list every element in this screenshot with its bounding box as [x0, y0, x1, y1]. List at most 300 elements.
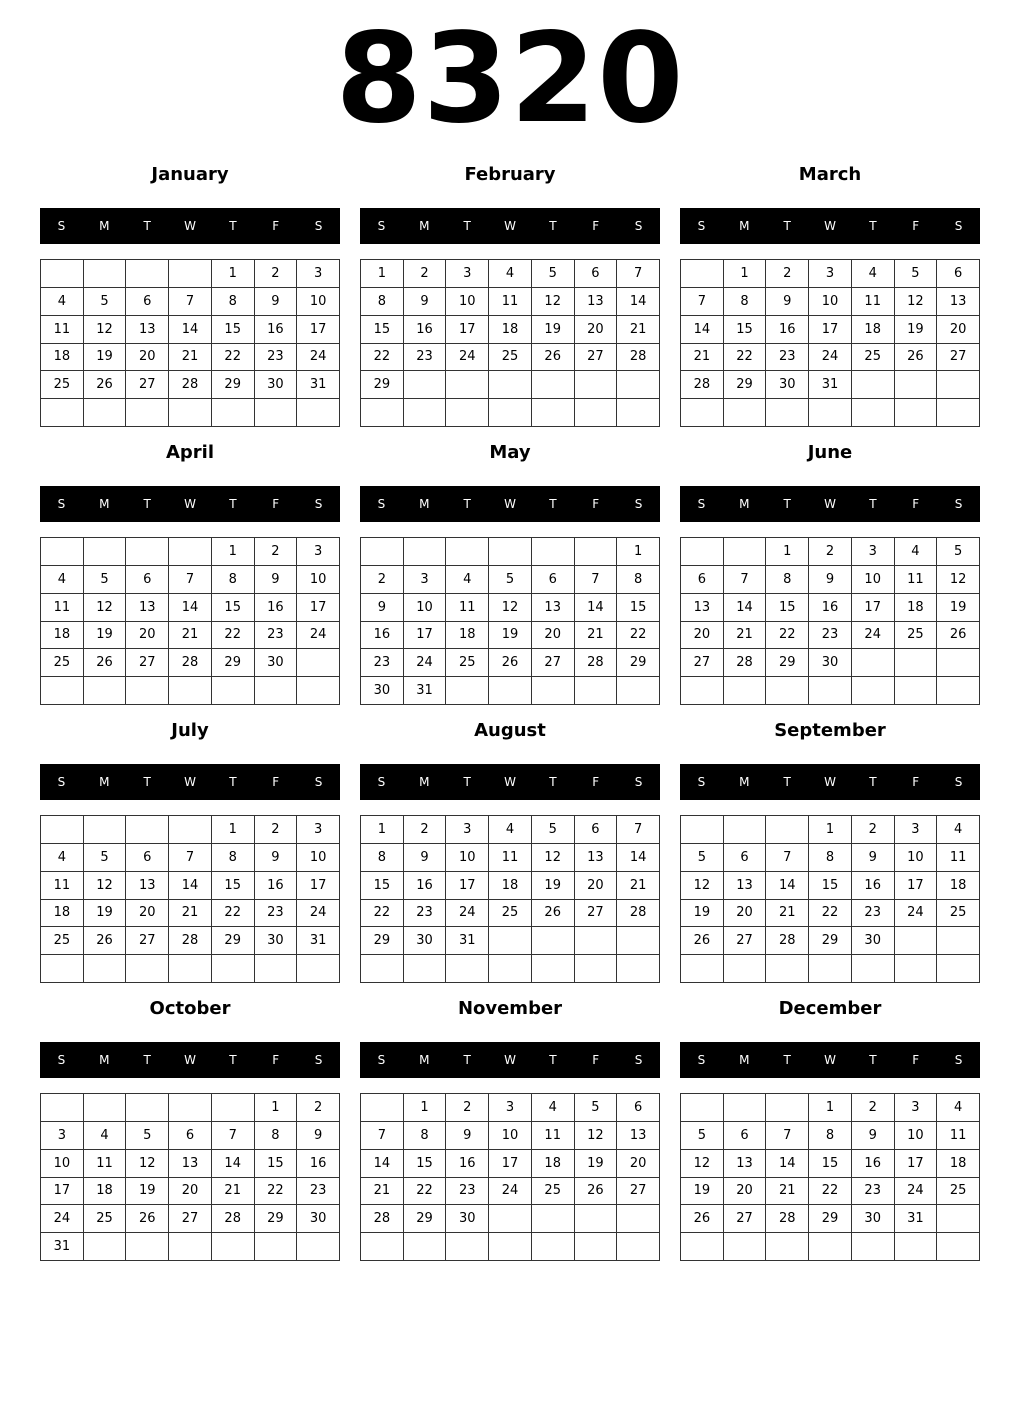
- empty-cell: [126, 1233, 169, 1261]
- empty-cell: [404, 1233, 447, 1261]
- day-cell: 1: [809, 1094, 852, 1122]
- empty-cell: [361, 1094, 404, 1122]
- empty-cell: [169, 816, 212, 844]
- empty-cell: [852, 955, 895, 983]
- empty-cell: [84, 260, 127, 288]
- empty-cell: [895, 371, 938, 399]
- day-cell: 7: [169, 566, 212, 594]
- day-cell: 9: [255, 566, 298, 594]
- weekday-label: M: [419, 497, 430, 511]
- weekday-label: M: [419, 219, 430, 233]
- day-cell: 9: [255, 288, 298, 316]
- empty-cell: [446, 955, 489, 983]
- empty-cell: [724, 816, 767, 844]
- day-cell: 21: [766, 900, 809, 928]
- day-cell: 6: [575, 816, 618, 844]
- day-cell: 9: [852, 1122, 895, 1150]
- month-name: May: [489, 442, 531, 463]
- day-cell: 4: [852, 260, 895, 288]
- weekday-label: S: [954, 1053, 963, 1067]
- day-cell: 28: [212, 1205, 255, 1233]
- day-cell: 19: [937, 594, 980, 622]
- day-cell: 18: [937, 872, 980, 900]
- day-cell: 29: [212, 649, 255, 677]
- weekday-header: [680, 764, 980, 800]
- day-cell: 5: [532, 816, 575, 844]
- day-cell: 7: [169, 288, 212, 316]
- day-cell: 11: [532, 1122, 575, 1150]
- weekday-label: W: [184, 775, 196, 789]
- day-cell: 1: [255, 1094, 298, 1122]
- weekday-label: T: [549, 775, 557, 789]
- weekday-label: S: [634, 497, 643, 511]
- day-cell: 3: [297, 538, 340, 566]
- month-name: November: [457, 998, 563, 1019]
- empty-cell: [852, 399, 895, 427]
- day-cell: 16: [255, 594, 298, 622]
- day-cell: 12: [681, 1150, 724, 1178]
- day-cell: 22: [212, 622, 255, 650]
- day-cell: 26: [84, 927, 127, 955]
- day-cell: 30: [852, 927, 895, 955]
- day-cell: 23: [255, 622, 298, 650]
- empty-cell: [724, 1094, 767, 1122]
- day-cell: 28: [169, 371, 212, 399]
- day-cell: 12: [937, 566, 980, 594]
- weekday-label: S: [697, 497, 706, 511]
- empty-cell: [937, 649, 980, 677]
- day-cell: 6: [681, 566, 724, 594]
- month-name: August: [474, 720, 546, 741]
- empty-cell: [489, 399, 532, 427]
- day-cell: 14: [212, 1150, 255, 1178]
- day-cell: 16: [297, 1150, 340, 1178]
- empty-cell: [169, 399, 212, 427]
- day-grid: [680, 537, 980, 705]
- day-cell: 7: [766, 1122, 809, 1150]
- day-cell: 29: [766, 649, 809, 677]
- empty-cell: [489, 1205, 532, 1233]
- weekday-label: F: [592, 775, 600, 789]
- empty-cell: [489, 538, 532, 566]
- day-cell: 11: [895, 566, 938, 594]
- day-cell: 8: [361, 288, 404, 316]
- empty-cell: [404, 955, 447, 983]
- day-cell: 13: [575, 844, 618, 872]
- month-name: June: [807, 442, 853, 463]
- day-cell: 14: [361, 1150, 404, 1178]
- empty-cell: [617, 955, 660, 983]
- weekday-label: T: [143, 775, 151, 789]
- day-cell: 7: [212, 1122, 255, 1150]
- day-cell: 14: [575, 594, 618, 622]
- empty-cell: [297, 399, 340, 427]
- day-cell: 27: [724, 1205, 767, 1233]
- weekday-label: F: [912, 219, 920, 233]
- day-cell: 15: [212, 316, 255, 344]
- day-cell: 14: [169, 316, 212, 344]
- day-cell: 13: [532, 594, 575, 622]
- day-cell: 1: [404, 1094, 447, 1122]
- day-cell: 20: [724, 900, 767, 928]
- day-cell: 11: [852, 288, 895, 316]
- weekday-label: W: [504, 219, 516, 233]
- day-cell: 23: [404, 900, 447, 928]
- day-cell: 9: [852, 844, 895, 872]
- day-cell: 25: [895, 622, 938, 650]
- weekday-label: W: [184, 497, 196, 511]
- empty-cell: [41, 1094, 84, 1122]
- day-cell: 29: [361, 927, 404, 955]
- day-cell: 29: [724, 371, 767, 399]
- day-cell: 9: [297, 1122, 340, 1150]
- day-cell: 7: [724, 566, 767, 594]
- day-cell: 23: [446, 1178, 489, 1206]
- day-cell: 15: [617, 594, 660, 622]
- empty-cell: [724, 955, 767, 983]
- weekday-header: [40, 486, 340, 522]
- day-cell: 1: [212, 538, 255, 566]
- day-cell: 2: [852, 816, 895, 844]
- day-cell: 6: [617, 1094, 660, 1122]
- day-cell: 26: [489, 649, 532, 677]
- day-cell: 6: [724, 1122, 767, 1150]
- weekday-label: S: [697, 1053, 706, 1067]
- day-cell: 20: [126, 622, 169, 650]
- empty-cell: [489, 371, 532, 399]
- day-cell: 3: [852, 538, 895, 566]
- weekday-label: T: [229, 775, 237, 789]
- day-cell: 14: [617, 844, 660, 872]
- day-cell: 2: [766, 260, 809, 288]
- day-cell: 5: [575, 1094, 618, 1122]
- day-cell: 17: [297, 594, 340, 622]
- day-cell: 10: [446, 288, 489, 316]
- empty-cell: [169, 955, 212, 983]
- day-cell: 17: [41, 1178, 84, 1206]
- weekday-label: T: [143, 219, 151, 233]
- day-cell: 4: [84, 1122, 127, 1150]
- day-cell: 10: [41, 1150, 84, 1178]
- day-cell: 24: [809, 344, 852, 372]
- weekday-label: W: [504, 497, 516, 511]
- day-cell: 19: [489, 622, 532, 650]
- weekday-header: [40, 764, 340, 800]
- day-cell: 30: [852, 1205, 895, 1233]
- weekday-label: S: [314, 1053, 323, 1067]
- empty-cell: [84, 1233, 127, 1261]
- month-name: March: [798, 164, 862, 185]
- day-cell: 16: [852, 1150, 895, 1178]
- day-cell: 20: [575, 872, 618, 900]
- day-cell: 1: [212, 260, 255, 288]
- empty-cell: [852, 371, 895, 399]
- day-cell: 3: [297, 260, 340, 288]
- empty-cell: [446, 677, 489, 705]
- weekday-header: [680, 486, 980, 522]
- day-cell: 22: [212, 344, 255, 372]
- empty-cell: [255, 399, 298, 427]
- day-cell: 19: [575, 1150, 618, 1178]
- day-cell: 2: [404, 260, 447, 288]
- weekday-label: S: [954, 497, 963, 511]
- empty-cell: [489, 927, 532, 955]
- day-cell: 18: [41, 622, 84, 650]
- day-cell: 18: [937, 1150, 980, 1178]
- empty-cell: [404, 399, 447, 427]
- weekday-label: S: [314, 219, 323, 233]
- day-cell: 3: [446, 816, 489, 844]
- day-cell: 20: [724, 1178, 767, 1206]
- day-cell: 20: [575, 316, 618, 344]
- empty-cell: [446, 1233, 489, 1261]
- empty-cell: [681, 1233, 724, 1261]
- weekday-label: W: [824, 1053, 836, 1067]
- day-cell: 15: [212, 594, 255, 622]
- day-cell: 24: [41, 1205, 84, 1233]
- day-cell: 19: [126, 1178, 169, 1206]
- day-cell: 4: [937, 816, 980, 844]
- weekday-label: W: [824, 775, 836, 789]
- weekday-label: W: [504, 775, 516, 789]
- day-cell: 13: [937, 288, 980, 316]
- day-cell: 3: [446, 260, 489, 288]
- day-grid: [360, 259, 660, 427]
- empty-cell: [724, 677, 767, 705]
- day-cell: 1: [361, 260, 404, 288]
- day-cell: 25: [937, 900, 980, 928]
- day-cell: 13: [617, 1122, 660, 1150]
- empty-cell: [169, 1094, 212, 1122]
- weekday-header: [40, 208, 340, 244]
- day-cell: 16: [852, 872, 895, 900]
- weekday-label: T: [869, 219, 877, 233]
- day-cell: 4: [937, 1094, 980, 1122]
- day-cell: 3: [41, 1122, 84, 1150]
- day-cell: 8: [255, 1122, 298, 1150]
- weekday-label: W: [184, 219, 196, 233]
- day-cell: 26: [84, 649, 127, 677]
- empty-cell: [895, 927, 938, 955]
- day-grid: [360, 537, 660, 705]
- day-cell: 30: [255, 927, 298, 955]
- day-cell: 23: [255, 900, 298, 928]
- empty-cell: [617, 1205, 660, 1233]
- empty-cell: [617, 1233, 660, 1261]
- day-cell: 5: [937, 538, 980, 566]
- weekday-label: F: [272, 497, 280, 511]
- day-cell: 12: [895, 288, 938, 316]
- day-cell: 24: [895, 1178, 938, 1206]
- empty-cell: [41, 538, 84, 566]
- day-cell: 10: [852, 566, 895, 594]
- day-cell: 18: [41, 900, 84, 928]
- day-cell: 27: [575, 900, 618, 928]
- day-cell: 14: [766, 1150, 809, 1178]
- day-cell: 26: [895, 344, 938, 372]
- empty-cell: [212, 1233, 255, 1261]
- empty-cell: [126, 538, 169, 566]
- day-cell: 28: [575, 649, 618, 677]
- day-cell: 29: [212, 927, 255, 955]
- empty-cell: [937, 677, 980, 705]
- day-cell: 9: [446, 1122, 489, 1150]
- empty-cell: [126, 955, 169, 983]
- empty-cell: [446, 538, 489, 566]
- day-cell: 14: [724, 594, 767, 622]
- empty-cell: [41, 399, 84, 427]
- day-cell: 11: [489, 844, 532, 872]
- day-cell: 30: [809, 649, 852, 677]
- day-cell: 1: [617, 538, 660, 566]
- weekday-label: F: [272, 1053, 280, 1067]
- day-cell: 28: [724, 649, 767, 677]
- day-cell: 24: [297, 622, 340, 650]
- empty-cell: [852, 677, 895, 705]
- day-cell: 16: [809, 594, 852, 622]
- day-cell: 2: [361, 566, 404, 594]
- day-cell: 15: [361, 316, 404, 344]
- day-cell: 25: [532, 1178, 575, 1206]
- day-cell: 5: [681, 844, 724, 872]
- day-cell: 13: [126, 316, 169, 344]
- day-cell: 12: [84, 594, 127, 622]
- day-cell: 2: [255, 816, 298, 844]
- empty-cell: [575, 371, 618, 399]
- weekday-label: T: [463, 219, 471, 233]
- empty-cell: [617, 927, 660, 955]
- weekday-label: M: [99, 775, 110, 789]
- day-cell: 10: [489, 1122, 532, 1150]
- weekday-label: W: [824, 219, 836, 233]
- day-cell: 6: [126, 844, 169, 872]
- day-cell: 12: [489, 594, 532, 622]
- empty-cell: [297, 1233, 340, 1261]
- day-cell: 8: [724, 288, 767, 316]
- empty-cell: [681, 677, 724, 705]
- day-cell: 21: [766, 1178, 809, 1206]
- day-cell: 25: [852, 344, 895, 372]
- day-cell: 8: [361, 844, 404, 872]
- weekday-label: T: [549, 1053, 557, 1067]
- empty-cell: [41, 955, 84, 983]
- day-cell: 23: [404, 344, 447, 372]
- day-cell: 10: [446, 844, 489, 872]
- day-cell: 5: [532, 260, 575, 288]
- day-cell: 24: [297, 900, 340, 928]
- day-cell: 23: [809, 622, 852, 650]
- day-cell: 20: [126, 344, 169, 372]
- empty-cell: [126, 399, 169, 427]
- day-cell: 16: [255, 316, 298, 344]
- empty-cell: [575, 538, 618, 566]
- day-cell: 24: [489, 1178, 532, 1206]
- empty-cell: [766, 816, 809, 844]
- day-cell: 23: [361, 649, 404, 677]
- empty-cell: [297, 955, 340, 983]
- day-cell: 17: [446, 872, 489, 900]
- day-cell: 18: [84, 1178, 127, 1206]
- day-cell: 1: [724, 260, 767, 288]
- day-cell: 31: [446, 927, 489, 955]
- day-grid: [680, 259, 980, 427]
- day-cell: 17: [297, 316, 340, 344]
- day-cell: 29: [617, 649, 660, 677]
- empty-cell: [575, 399, 618, 427]
- day-cell: 17: [297, 872, 340, 900]
- day-cell: 12: [575, 1122, 618, 1150]
- weekday-label: F: [592, 1053, 600, 1067]
- empty-cell: [681, 1094, 724, 1122]
- empty-cell: [361, 538, 404, 566]
- empty-cell: [895, 955, 938, 983]
- day-cell: 28: [361, 1205, 404, 1233]
- weekday-header: [680, 1042, 980, 1078]
- empty-cell: [724, 538, 767, 566]
- empty-cell: [895, 649, 938, 677]
- day-cell: 12: [126, 1150, 169, 1178]
- day-cell: 24: [297, 344, 340, 372]
- day-cell: 29: [809, 1205, 852, 1233]
- day-cell: 1: [766, 538, 809, 566]
- day-cell: 25: [489, 900, 532, 928]
- day-cell: 22: [255, 1178, 298, 1206]
- empty-cell: [532, 955, 575, 983]
- day-cell: 13: [681, 594, 724, 622]
- empty-cell: [532, 927, 575, 955]
- empty-cell: [41, 677, 84, 705]
- empty-cell: [937, 371, 980, 399]
- day-cell: 31: [297, 927, 340, 955]
- day-cell: 12: [84, 316, 127, 344]
- day-cell: 30: [446, 1205, 489, 1233]
- empty-cell: [212, 677, 255, 705]
- day-cell: 25: [84, 1205, 127, 1233]
- day-cell: 30: [255, 649, 298, 677]
- weekday-label: S: [954, 219, 963, 233]
- empty-cell: [41, 816, 84, 844]
- empty-cell: [681, 538, 724, 566]
- day-cell: 9: [404, 844, 447, 872]
- day-cell: 26: [681, 927, 724, 955]
- day-cell: 22: [724, 344, 767, 372]
- day-cell: 19: [84, 344, 127, 372]
- day-cell: 2: [255, 260, 298, 288]
- day-cell: 30: [766, 371, 809, 399]
- day-cell: 25: [489, 344, 532, 372]
- day-cell: 25: [937, 1178, 980, 1206]
- day-cell: 13: [724, 872, 767, 900]
- day-cell: 27: [575, 344, 618, 372]
- day-cell: 2: [255, 538, 298, 566]
- day-cell: 2: [809, 538, 852, 566]
- day-cell: 1: [212, 816, 255, 844]
- month-name: October: [149, 998, 231, 1019]
- day-cell: 10: [404, 594, 447, 622]
- day-cell: 26: [575, 1178, 618, 1206]
- day-cell: 18: [532, 1150, 575, 1178]
- day-cell: 13: [169, 1150, 212, 1178]
- day-cell: 8: [212, 566, 255, 594]
- empty-cell: [297, 677, 340, 705]
- month-name: December: [778, 998, 882, 1019]
- day-cell: 10: [895, 844, 938, 872]
- day-cell: 4: [489, 260, 532, 288]
- day-cell: 3: [809, 260, 852, 288]
- day-cell: 22: [212, 900, 255, 928]
- weekday-label: W: [504, 1053, 516, 1067]
- weekday-label: M: [739, 775, 750, 789]
